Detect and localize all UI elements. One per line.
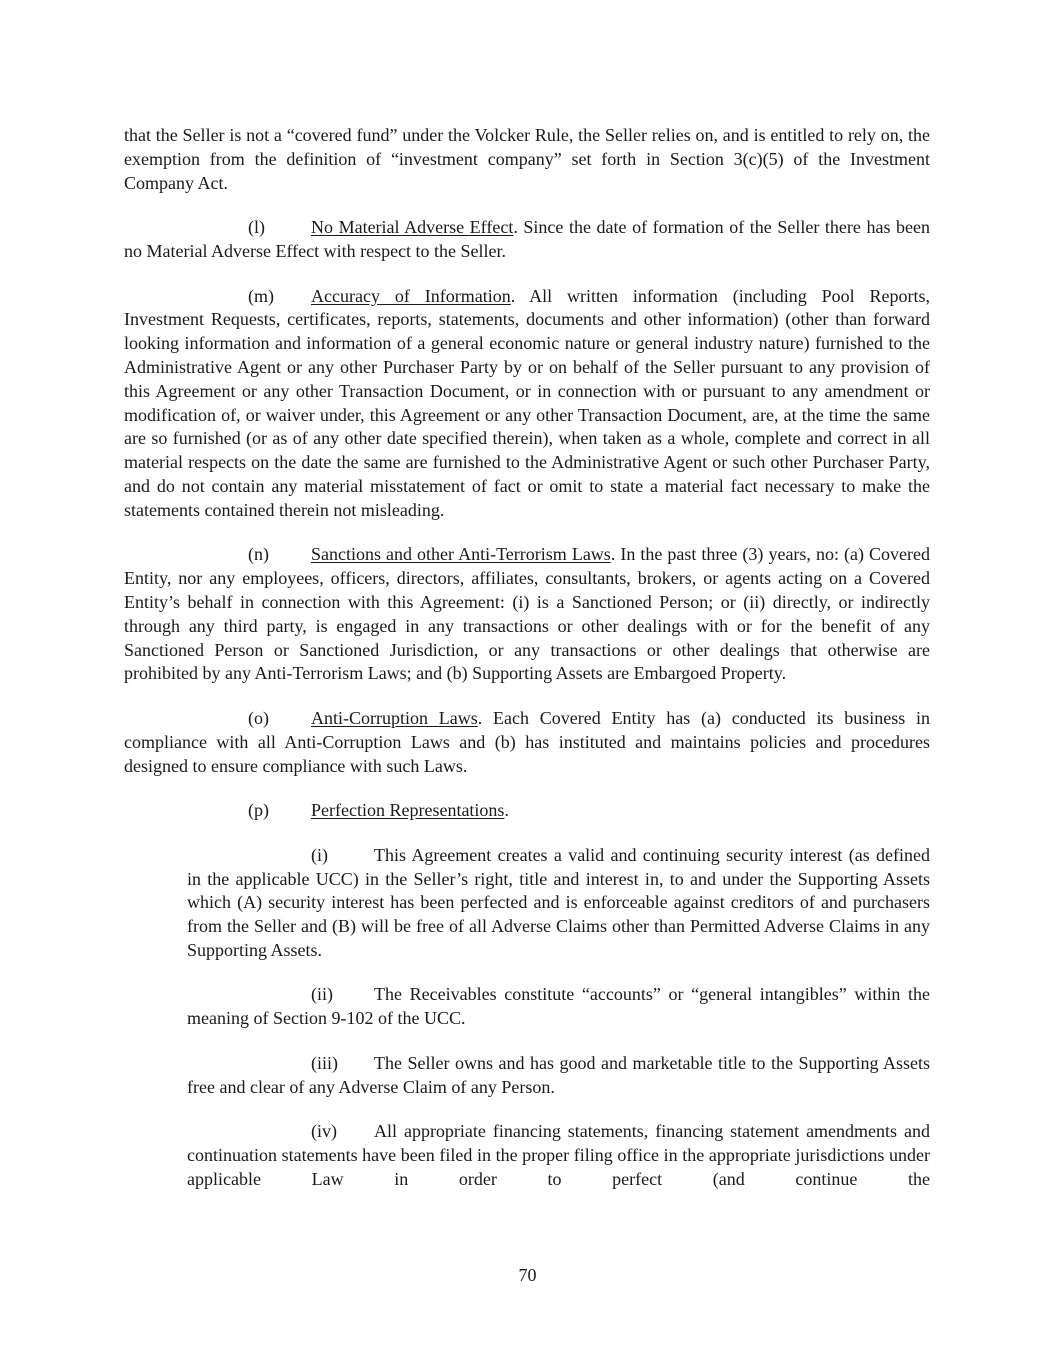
section-heading: No Material Adverse Effect: [311, 217, 514, 238]
subsection-ii: [187, 983, 930, 1031]
subsection-body: All appropriate financing statements, financing statement amendments and continuation statements have been filed in the proper filing office in the appropriate jurisdictions under applicable Law in order to perfect (and continue the: [187, 1121, 930, 1189]
section-m: [124, 285, 930, 523]
section-body: .: [504, 800, 509, 821]
subsection-label: (iv): [311, 1121, 337, 1142]
section-label: (o): [248, 707, 269, 728]
subsection-iii: [187, 1052, 930, 1100]
subsection-label: (ii): [311, 984, 333, 1005]
section-body: . Each Covered Entity has (a) conducted its business in compliance with all Anti-Corruption Laws and (b) has instituted and maintains policies and procedures designed to ensure compliance with such Laws.: [124, 707, 931, 776]
subsection-label: (iii): [311, 1052, 338, 1073]
section-l: [124, 216, 930, 264]
subsection-body: The Seller owns and has good and marketable title to the Supporting Assets free and clear of any Adverse Claim of any Person.: [187, 1052, 930, 1097]
section-body: . All written information (including Pool Reports, Investment Requests, certificates, reports, statements, documents and other information) (other than forward looking information and information of a general economic nature or general industry nature) furnished to the Administrative Agent or any other Purchaser Party by or on behalf of the Seller pursuant to any provision of this Agreement or any other Transaction Document, or in connection with or pursuant to any amendment or modification of, or waiver under, this Agreement or any other Transaction Document, are, at the time the same are so furnished (or as of any other date specified therein), when taken as a whole, complete and correct in all material respects on the date the same are furnished to the Administrative Agent or such other Purchaser Party, and do not contain any material misstatement of fact or omit to state a material fact necessary to make the statements contained therein not misleading.: [124, 285, 931, 520]
document-body: [124, 124, 930, 1212]
subsection-i: [187, 844, 930, 963]
section-heading: Perfection Representations: [311, 800, 505, 821]
section-heading: Sanctions and other Anti-Terrorism Laws: [311, 544, 611, 565]
subsection-body: This Agreement creates a valid and continuing security interest (as defined in the applicable UCC) in the Seller’s right, title and interest in, to and under the Supporting Assets which (A) security interest has been perfected and is enforceable against creditors of and purchasers from the Seller and (B) will be free of all Adverse Claims other than Permitted Adverse Claims in any Supporting Assets.: [187, 844, 930, 960]
section-label: (m): [248, 285, 274, 306]
section-body: . Since the date of formation of the Seller there has been no Material Adverse Effect with respect to the Seller.: [124, 217, 931, 261]
section-p: [124, 799, 930, 823]
section-heading: Anti-Corruption Laws: [311, 707, 478, 728]
section-o: [124, 707, 930, 778]
section-label: (p): [248, 800, 269, 821]
intro-paragraph: that the Seller is not a “covered fund” under the Volcker Rule, the Seller relies on, and is entitled to rely on, the exemption from the definition of “investment company” set forth in Section 3(c)(5) of the Investment Company Act.: [124, 125, 930, 193]
section-body: . In the past three (3) years, no: (a) Covered Entity, nor any employees, officers, directors, affiliates, consultants, brokers, or agents acting on a Covered Entity’s behalf in connection with this Agreement: (i) is a Sanctioned Person; or (ii) directly, or indirectly through any third party, is engaged in any transactions or other dealings with or for the benefit of any Sanctioned Person or Sanctioned Jurisdiction, or any transactions or other dealings that otherwise are prohibited by any Anti-Terrorism Laws; and (b) Supporting Assets are Embargoed Property.: [124, 544, 930, 684]
subsection-label: (i): [311, 844, 328, 865]
section-heading: Accuracy of Information: [311, 285, 511, 306]
section-label: (l): [248, 217, 265, 238]
section-n: [124, 543, 930, 686]
subsection-body: The Receivables constitute “accounts” or “general intangibles” within the meaning of Section 9-102 of the UCC.: [187, 984, 930, 1029]
subsection-iv: [187, 1120, 930, 1191]
section-label: (n): [248, 544, 269, 565]
page-number: 70: [518, 1265, 537, 1285]
